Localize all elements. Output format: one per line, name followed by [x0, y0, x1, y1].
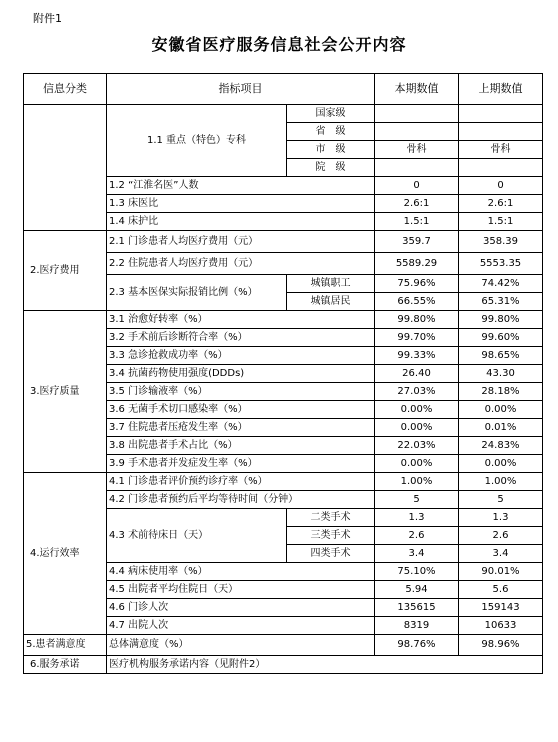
value-current: 0.00%	[375, 401, 459, 419]
indicator-label: 3.8 出院患者手术占比（%）	[107, 437, 375, 455]
value-previous: 5	[459, 491, 543, 509]
value-previous	[459, 159, 543, 177]
value-previous: 1.3	[459, 509, 543, 527]
value-current: 骨科	[375, 141, 459, 159]
indicator-label: 4.5 出院者平均住院日（天）	[107, 581, 375, 599]
value-previous: 5.6	[459, 581, 543, 599]
value-previous: 24.83%	[459, 437, 543, 455]
value-previous: 1.5:1	[459, 213, 543, 231]
value-current: 1.5:1	[375, 213, 459, 231]
value-current: 8319	[375, 617, 459, 635]
indicator-label: 4.6 门诊人次	[107, 599, 375, 617]
value-previous	[459, 105, 543, 123]
indicator-label: 3.6 无菌手术切口感染率（%）	[107, 401, 375, 419]
value-previous: 0.00%	[459, 455, 543, 473]
indicator-label: 4.4 病床使用率（%）	[107, 563, 375, 581]
value-current	[375, 105, 459, 123]
indicator-label: 4.3 术前待床日（天）	[107, 509, 287, 563]
value-current: 0.00%	[375, 419, 459, 437]
value-current: 5589.29	[375, 253, 459, 275]
indicator-label: 3.2 手术前后诊断符合率（%）	[107, 329, 375, 347]
category-3-cell: 3.医疗质量	[24, 311, 107, 473]
value-previous: 0	[459, 177, 543, 195]
value-current: 66.55%	[375, 293, 459, 311]
value-previous: 43.30	[459, 365, 543, 383]
table-row	[24, 473, 543, 491]
table-row	[24, 105, 543, 123]
header-previous: 上期数值	[459, 74, 543, 105]
value-current: 99.70%	[375, 329, 459, 347]
table-row	[24, 656, 543, 674]
value-current: 1.3	[375, 509, 459, 527]
indicator-label: 3.9 手术患者并发症发生率（%）	[107, 455, 375, 473]
sub-label: 四类手术	[287, 545, 375, 563]
value-previous: 74.42%	[459, 275, 543, 293]
indicator-label: 3.7 住院患者压疮发生率（%）	[107, 419, 375, 437]
value-current: 359.7	[375, 231, 459, 253]
category-5-cell: 5.患者满意度	[24, 635, 107, 656]
value-current: 98.76%	[375, 635, 459, 656]
indicator-label: 2.3 基本医保实际报销比例（%）	[107, 275, 287, 311]
indicator-label: 4.2 门诊患者预约后平均等待时间（分钟）	[107, 491, 375, 509]
value-current: 22.03%	[375, 437, 459, 455]
category-4-cell: 4.运行效率	[24, 473, 107, 635]
sub-label: 三类手术	[287, 527, 375, 545]
indicator-label: 1.4 床护比	[107, 213, 375, 231]
value-current: 135615	[375, 599, 459, 617]
value-current: 99.33%	[375, 347, 459, 365]
level-city: 市 级	[287, 141, 375, 159]
value-previous: 1.00%	[459, 473, 543, 491]
value-previous: 0.01%	[459, 419, 543, 437]
value-previous: 10633	[459, 617, 543, 635]
header-current: 本期数值	[375, 74, 459, 105]
indicator-label: 2.2 住院患者人均医疗费用（元）	[107, 253, 375, 275]
sub-label: 二类手术	[287, 509, 375, 527]
category-6-cell: 6.服务承诺	[24, 656, 107, 674]
value-previous: 98.65%	[459, 347, 543, 365]
indicator-label: 3.4 抗菌药物使用强度(DDDs)	[107, 365, 375, 383]
value-previous: 3.4	[459, 545, 543, 563]
value-previous: 2.6:1	[459, 195, 543, 213]
level-national: 国家级	[287, 105, 375, 123]
value-current: 2.6	[375, 527, 459, 545]
value-current: 0	[375, 177, 459, 195]
header-indicator: 指标项目	[107, 74, 375, 105]
value-current: 5	[375, 491, 459, 509]
header-category: 信息分类	[24, 74, 107, 105]
category-1-cell	[24, 105, 107, 231]
sub-label: 城镇职工	[287, 275, 375, 293]
value-current: 75.96%	[375, 275, 459, 293]
category-2-cell: 2.医疗费用	[24, 231, 107, 311]
sub-label: 城镇居民	[287, 293, 375, 311]
value-previous: 98.96%	[459, 635, 543, 656]
value-current: 3.4	[375, 545, 459, 563]
value-previous: 0.00%	[459, 401, 543, 419]
value-current: 0.00%	[375, 455, 459, 473]
indicator-label: 3.3 急诊抢救成功率（%）	[107, 347, 375, 365]
table-row	[24, 635, 543, 656]
value-previous: 159143	[459, 599, 543, 617]
table-row	[24, 231, 543, 253]
value-current	[375, 123, 459, 141]
page-title: 安徽省医疗服务信息社会公开内容	[151, 35, 407, 54]
value-current: 26.40	[375, 365, 459, 383]
level-hospital: 院 级	[287, 159, 375, 177]
value-current: 5.94	[375, 581, 459, 599]
indicator-label: 3.5 门诊输液率（%）	[107, 383, 375, 401]
indicator-label: 2.1 门诊患者人均医疗费用（元）	[107, 231, 375, 253]
value-current: 27.03%	[375, 383, 459, 401]
value-previous: 65.31%	[459, 293, 543, 311]
indicator-label: 4.7 出院人次	[107, 617, 375, 635]
level-provincial: 省 级	[287, 123, 375, 141]
value-previous: 99.80%	[459, 311, 543, 329]
indicator-label: 总体满意度（%）	[107, 635, 375, 656]
value-previous: 28.18%	[459, 383, 543, 401]
value-current: 99.80%	[375, 311, 459, 329]
info-table	[23, 73, 543, 674]
value-previous: 99.60%	[459, 329, 543, 347]
attachment-label: 附件1	[33, 12, 62, 25]
key-specialty-label: 1.1 重点（特色）专科	[107, 105, 287, 177]
table-row	[24, 311, 543, 329]
value-previous: 2.6	[459, 527, 543, 545]
value-previous: 358.39	[459, 231, 543, 253]
value-previous: 90.01%	[459, 563, 543, 581]
indicator-label: 4.1 门诊患者评价预约诊疗率（%）	[107, 473, 375, 491]
indicator-label: 医疗机构服务承诺内容（见附件2）	[107, 656, 543, 674]
value-previous: 5553.35	[459, 253, 543, 275]
header-row	[24, 74, 543, 105]
indicator-label: 3.1 治愈好转率（%）	[107, 311, 375, 329]
value-current: 2.6:1	[375, 195, 459, 213]
value-current	[375, 159, 459, 177]
indicator-label: 1.3 床医比	[107, 195, 375, 213]
value-previous: 骨科	[459, 141, 543, 159]
value-current: 1.00%	[375, 473, 459, 491]
value-current: 75.10%	[375, 563, 459, 581]
indicator-label: 1.2 “江淮名医”人数	[107, 177, 375, 195]
value-previous	[459, 123, 543, 141]
